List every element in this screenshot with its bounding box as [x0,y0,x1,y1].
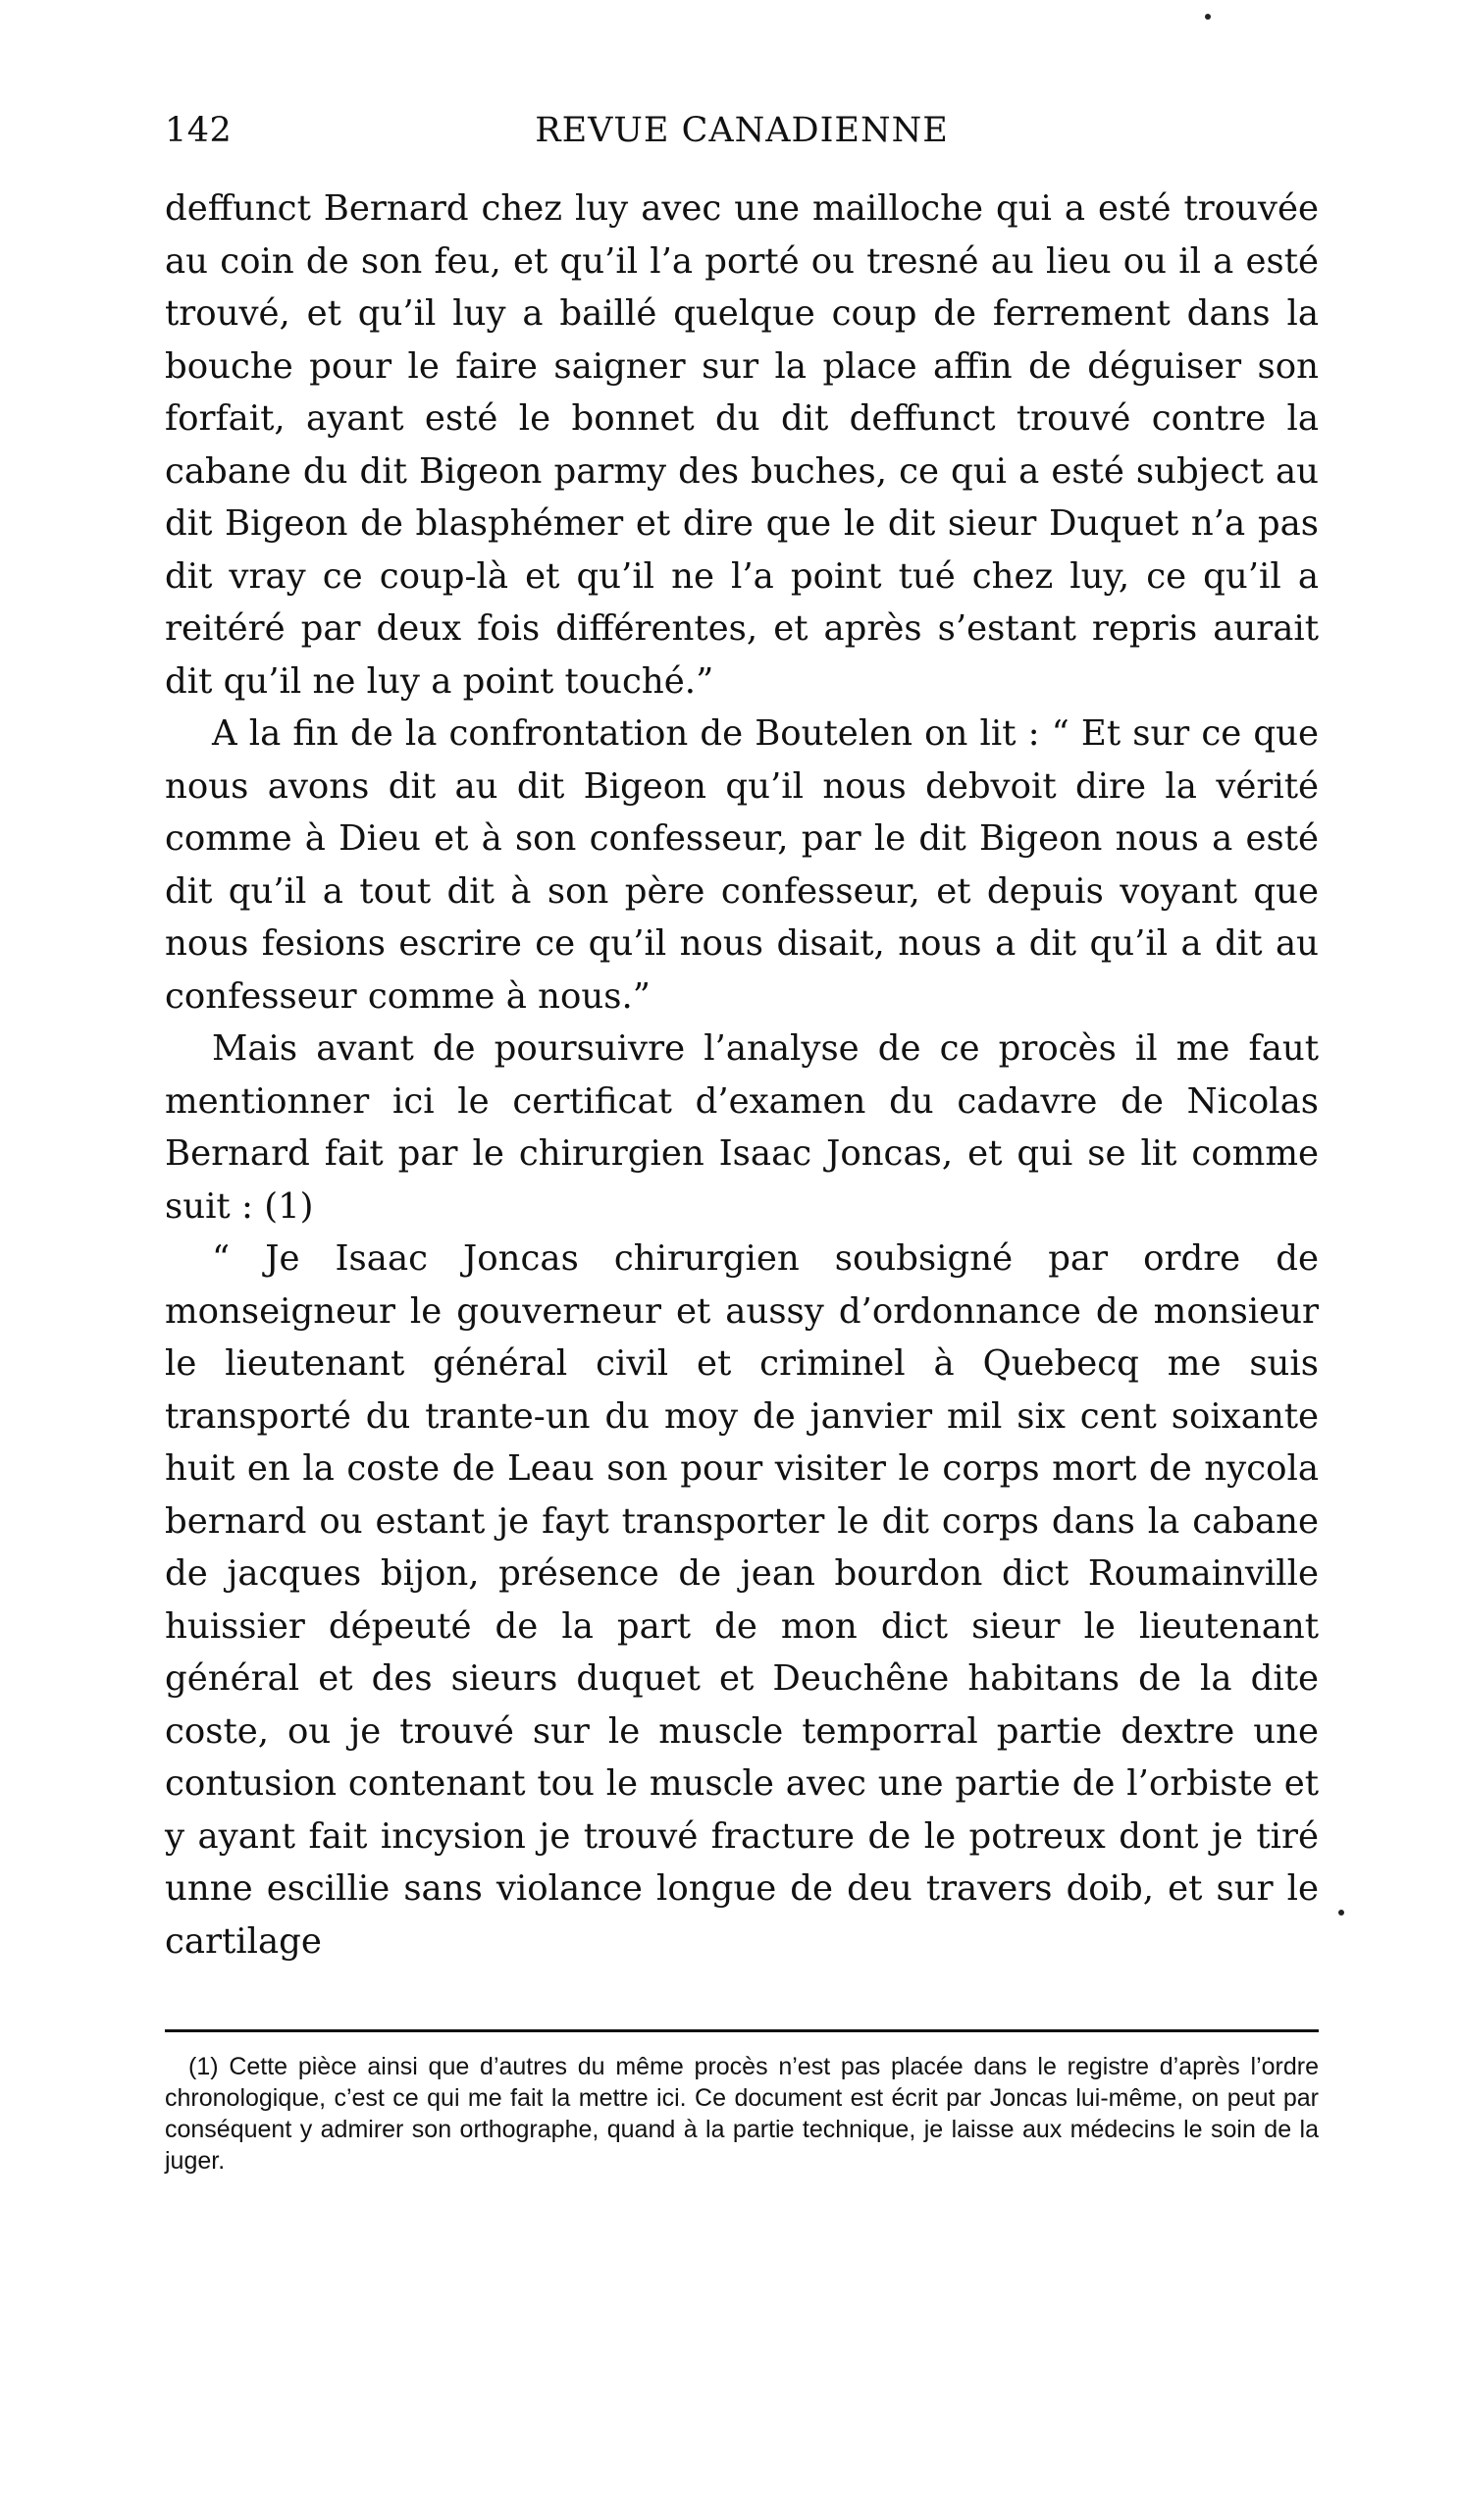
paragraph: A la fin de la confrontation de Boutelen on lit : “ Et sur ce que nous avons dit au dit Bigeon qu’il nous debvoit dire la vérité comme à Dieu et à son confesseur, par le dit Bigeon nous a esté dit qu’il a tout dit à son père confesseur, et depuis voyant que nous fesions escrire ce qu’il nous disait, nous a dit qu’il a dit au confesseur comme à nous.” [165,713,1319,1017]
page-header [165,108,1319,153]
ink-speck [1205,14,1211,20]
footnote-text: (1) Cette pièce ainsi que d’autres du même procès n’est pas placée dans le registre d’après l’ordre chronologique, c’est ce qui me fait la mettre ici. Ce document est écrit par Joncas lui-même, on peut par conséquent y admirer son orthographe, quand à la partie technique, je laisse aux médecins le soin de la juger. [165,2053,1319,2175]
paragraph: deffunct Bernard chez luy avec une mailloche qui a esté trouvée au coin de son feu, et qu’il l’a porté ou tresné au lieu ou il a esté trouvé, et qu’il luy a baillé quelque coup de ferrement dans la bouche pour le faire saigner sur la place affin de déguiser son forfait, ayant esté le bonnet du dit deffunct trouvé contre la cabane du dit Bigeon parmy des buches, ce qui a esté subject au dit Bigeon de blasphémer et dire que le dit sieur Duquet n’a pas dit vray ce coup-là et qu’il ne l’a point tué chez luy, ce qu’il a reitéré par deux fois différentes, et après s’estant repris aurait dit qu’il ne luy a point touché.” [165,188,1319,702]
page-number: 142 [165,111,233,150]
footnote-divider [165,2029,1319,2032]
paragraph: Mais avant de poursuivre l’analyse de ce procès il me faut mentionner ici le certificat d’examen du cadavre de Nicolas Bernard fait par le chirurgien Isaac Joncas, et qui se lit comme suit : (1) [165,1028,1319,1227]
paragraph: “ Je Isaac Joncas chirurgien soubsigné par ordre de monseigneur le gouverneur et aussy d’ordonnance de monsieur le lieutenant général civil et criminel à Quebecq me suis transporté du trante-un du moy de janvier mil six cent soixante huit en la coste de Leau son pour visiter le corps mort de nycola bernard ou estant je fayt transporter le dit corps dans la cabane de jacques bijon, présence de jean bourdon dict Roumainville huissier dépeuté de la part de mon dict sieur le lieutenant général et des sieurs duquet et Deuchêne habitans de la dite coste, ou je trouvé sur le muscle temporral partie dextre une contusion contenant tou le muscle avec une partie de l’orbiste et y ayant fait incysion je trouvé fracture de le potreux dont je tiré unne escillie sans violance longue de deu travers doib, et sur le cartilage [165,1238,1319,1962]
running-title: REVUE CANADIENNE [535,111,949,150]
ink-speck [1338,1910,1344,1916]
footnote [165,2051,1319,2177]
body-text [165,183,1319,1968]
